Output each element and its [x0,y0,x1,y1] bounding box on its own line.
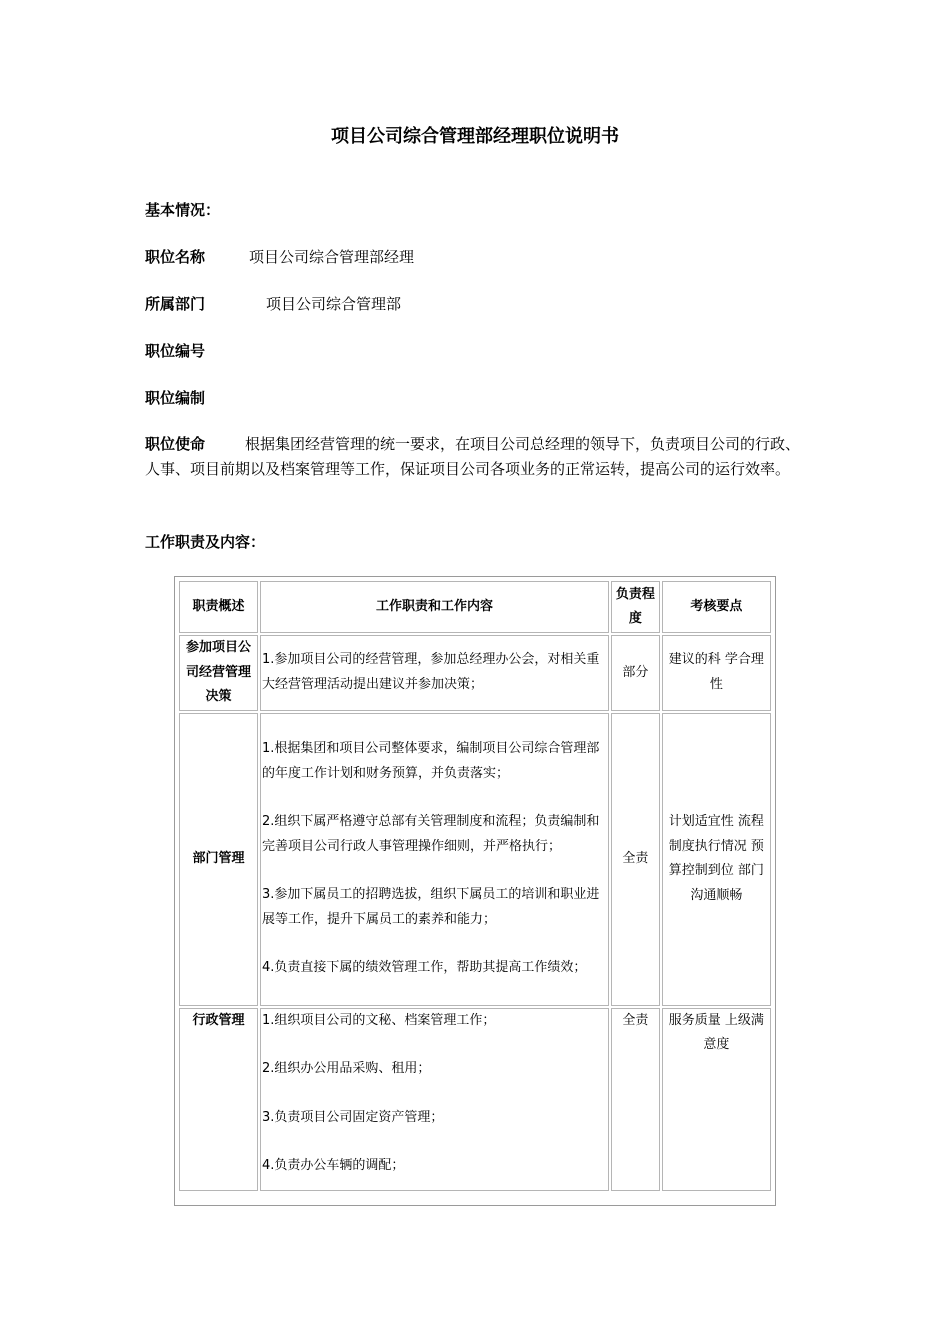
header-assessment: 考核要点 [662,581,771,633]
header-content: 工作职责和工作内容 [260,581,609,633]
table-header-row [179,581,771,633]
department-value: 项目公司综合管理部 [266,295,402,313]
row-content [260,1008,609,1191]
duty-item: 4.负责直接下属的绩效管理工作，帮助其提高工作绩效； [261,960,587,976]
row-assessment: 服务质量 上级满意度 [662,1008,771,1191]
duty-item: 2.组织下属严格遵守总部有关管理制度和流程；负责编制和完善项目公司行政人事管理操作细则，并严格执行； [261,814,600,854]
row-degree: 全责 [611,713,660,1006]
document-title: 项目公司综合管理部经理职位说明书 [331,126,619,147]
duty-item: 3.参加下属员工的招聘选拔，组织下属员工的培训和职业进展等工作，提升下属员工的素养和能力； [261,887,600,927]
duty-item: 1.参加项目公司的经营管理，参加总经理办公会，对相关重大经营管理活动提出建议并参加决策； [261,652,600,692]
position-name-value: 项目公司综合管理部经理 [249,248,415,266]
duty-item: 3.负责项目公司固定资产管理； [261,1109,444,1125]
row-summary: 部门管理 [179,713,258,1006]
duty-item: 1.组织项目公司的文秘、档案管理工作； [261,1012,496,1028]
position-quota-label: 职位编制 [145,389,206,407]
duties-table [174,576,776,1206]
row-assessment: 建议的科 学合理性 [662,635,771,711]
department-label: 所属部门 [145,295,206,313]
position-no-label: 职位编号 [145,342,206,360]
duty-item: 4.负责办公车辆的调配； [261,1158,405,1173]
basic-info-heading: 基本情况： [145,201,221,219]
table-row [179,1008,771,1191]
table-row [179,713,771,1006]
row-degree: 部分 [611,635,660,711]
position-name-label: 职位名称 [145,248,206,266]
row-content [260,635,609,711]
mission-paragraph [145,432,810,482]
row-assessment: 计划适宜性 流程制度执行情况 预算控制到位 部门沟通顺畅 [662,713,771,1006]
row-content [260,713,609,1006]
header-degree: 负责程度 [611,581,660,633]
row-degree: 全责 [611,1008,660,1191]
duty-item: 1.根据集团和项目公司整体要求，编制项目公司综合管理部的年度工作计划和财务预算，并负责落实； [261,741,600,781]
duties-heading: 工作职责及内容： [145,533,266,551]
duty-item: 2.组织办公用品采购、租用； [261,1061,431,1076]
row-summary: 行政管理 [179,1008,258,1191]
table-row [179,635,771,711]
mission-text: 根据集团经营管理的统一要求，在项目公司总经理的领导下，负责项目公司的行政、人事、项目前期以及档案管理等工作，保证项目公司各项业务的正常运转，提高公司的运行效率。 [145,435,801,478]
row-summary: 参加项目公司经营管理决策 [179,635,258,711]
header-summary: 职责概述 [179,581,258,633]
mission-label: 职位使命 [145,435,206,453]
